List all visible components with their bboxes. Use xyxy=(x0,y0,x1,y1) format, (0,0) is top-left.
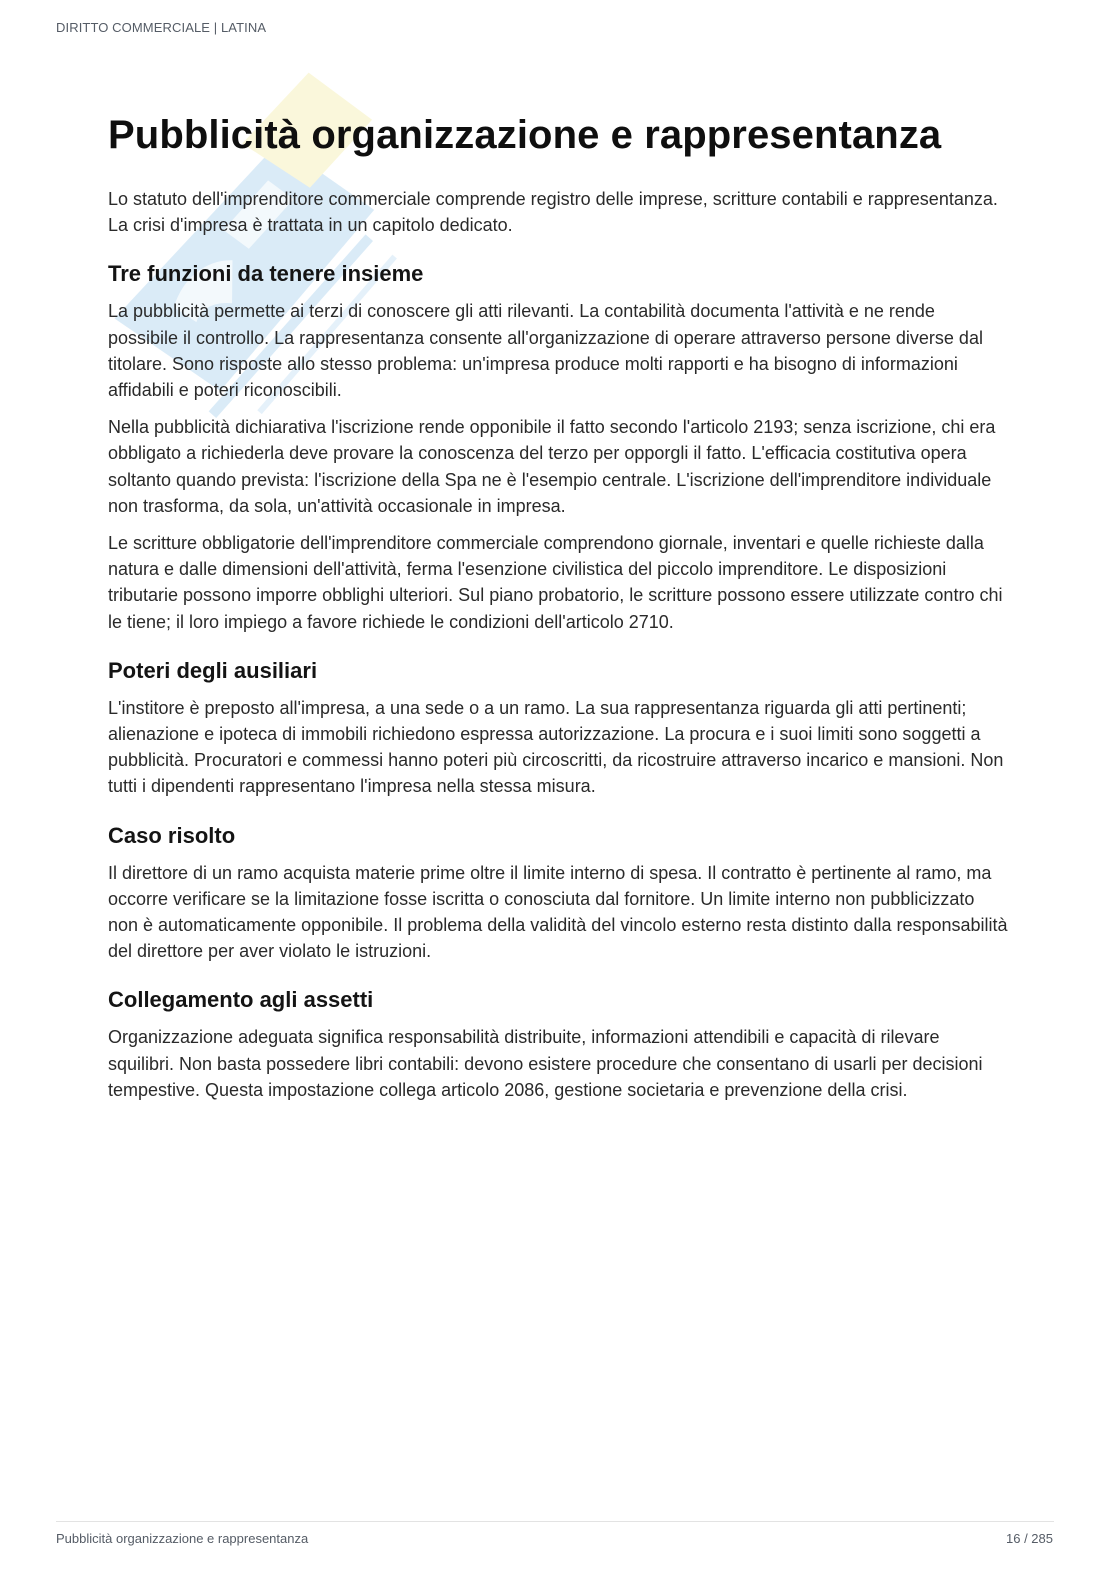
document-body xyxy=(108,110,1008,1114)
section-paragraph: L'institore è preposto all'impresa, a una sede o a un ramo. La sua rappresentanza riguarda gli atti pertinenti; alienazione e ipoteca di immobili richiedono espressa autorizzazione. La procura e i suoi limiti sono soggetti a pubblicità. Procuratori e commessi hanno poteri più circoscritti, da ricostruire attraverso incarico e mansioni. Non tutti i dipendenti rappresentano l'impresa nella stessa misura. xyxy=(108,697,1004,797)
intro-paragraph: Lo statuto dell'imprenditore commerciale comprende registro delle imprese, scritture contabili e rappresentanza. La crisi d'impresa è trattata in un capitolo dedicato. xyxy=(108,189,998,236)
section-heading-caso-risolto: Caso risolto xyxy=(108,822,236,848)
section-heading-poteri-ausiliari: Poteri degli ausiliari xyxy=(108,657,318,683)
running-header: DIRITTO COMMERCIALE | LATINA xyxy=(56,20,267,35)
section-paragraph: Organizzazione adeguata significa responsabilità distribuite, informazioni attendibili e capacità di rilevare squilibri. Non basta possedere libri contabili: devono esistere procedure che consentano di usarli per decisioni tempestive. Questa impostazione collega articolo 2086, gestione societaria e prevenzione della crisi. xyxy=(108,1027,983,1100)
page-title: Pubblicità organizzazione e rappresentanza xyxy=(108,113,942,157)
footer-title: Pubblicità organizzazione e rappresentanza xyxy=(56,1531,309,1546)
section-heading-collegamento-assetti: Collegamento agli assetti xyxy=(108,987,374,1013)
page-number: 16 / 285 xyxy=(1006,1531,1053,1546)
footer-divider xyxy=(56,1521,1054,1522)
section-paragraph: La pubblicità permette ai terzi di conoscere gli atti rilevanti. La contabilità documenta l'attività e ne rende possibile il controllo. La rappresentanza consente all'organizzazione di operare attraverso persone diverse dal titolare. Sono risposte allo stesso problema: un'impresa produce molti rapporti e ha bisogno di informazioni affidabili e poteri riconoscibili. xyxy=(108,301,983,401)
section-paragraph: Le scritture obbligatorie dell'imprenditore commerciale comprendono giornale, inventari e quelle richieste dalla natura e dalle dimensioni dell'attività, ferma l'esenzione civilistica del piccolo imprenditore. Le disposizioni tributarie possono imporre obblighi ulteriori. Sul piano probatorio, le scritture possono essere utilizzate contro chi le tiene; il loro impiego a favore richiede le condizioni dell'articolo 2710. xyxy=(108,533,1003,632)
section-paragraph: Il direttore di un ramo acquista materie prime oltre il limite interno di spesa. Il contratto è pertinente al ramo, ma occorre verificare se la limitazione fosse iscritta o conosciuta dal fornitore. Un limite interno non pubblicizzato non è automaticamente opponibile. Il problema della validità del vincolo esterno resta distinto dalla responsabilità del direttore per aver violato le istruzioni. xyxy=(108,862,1008,962)
section-heading-tre-funzioni: Tre funzioni da tenere insieme xyxy=(108,261,424,287)
section-paragraph: Nella pubblicità dichiarativa l'iscrizione rende opponibile il fatto secondo l'articolo 2193; senza iscrizione, chi era obbligato a richiederla deve provare la conoscenza del terzo per opporgli il fatto. L'efficacia costitutiva opera soltanto quando prevista: l'iscrizione della Spa ne è l'esempio centrale. L'iscrizione dell'imprenditore individuale non trasforma, da sola, un'attività occasionale in impresa. xyxy=(108,417,996,516)
